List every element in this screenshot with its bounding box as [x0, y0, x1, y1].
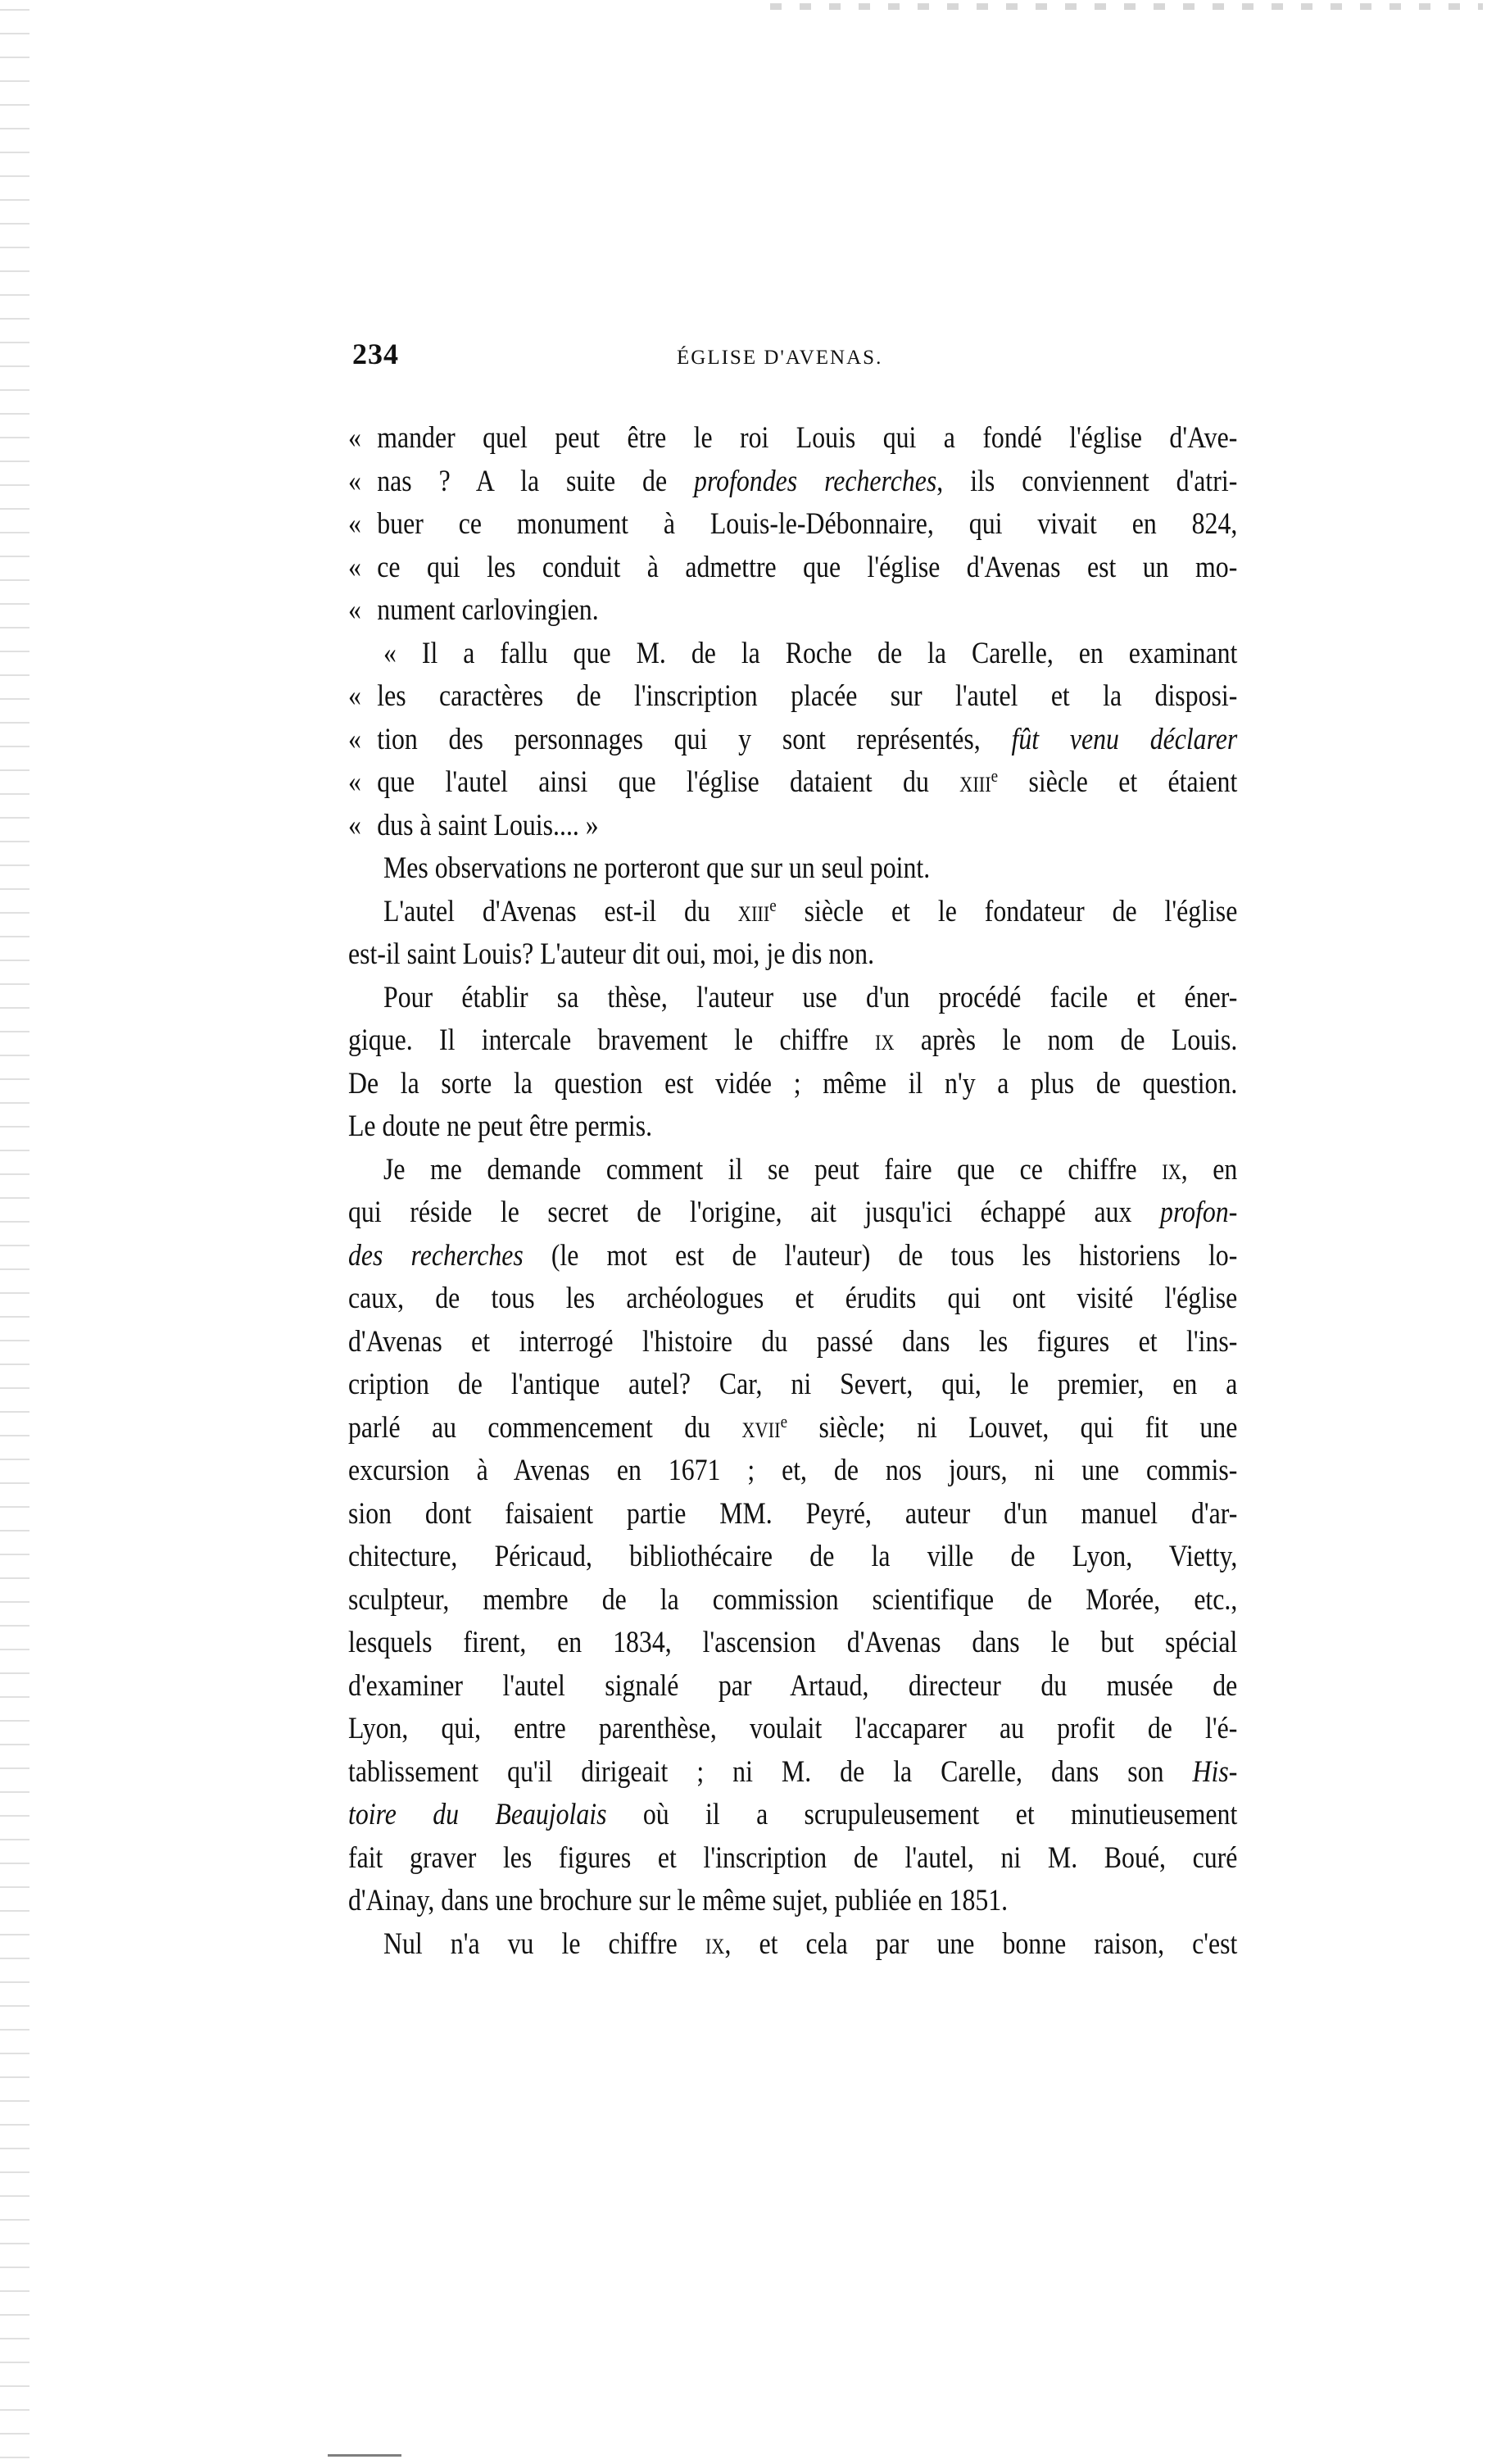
text-line — [348, 1622, 1237, 1665]
text-line — [348, 1751, 1237, 1795]
text-run: les caractères de l'inscription placée sur l'autel et la disposi- — [377, 679, 1238, 713]
quote-mark: « — [348, 550, 361, 584]
roman-numeral: ix — [1162, 1152, 1181, 1187]
roman-numeral: ix — [874, 1023, 895, 1057]
text-run: siècle et étaient — [998, 765, 1238, 799]
text-line — [348, 1923, 1237, 1967]
page-number: 234 — [352, 338, 399, 370]
text-line — [348, 1665, 1237, 1708]
italic-text: toire du Beaujolais — [348, 1798, 607, 1831]
text-line — [348, 847, 1237, 891]
text-run: d'Ainay, dans une brochure sur le même sujet, publiée en 1851. — [348, 1884, 1009, 1917]
text-line — [348, 1880, 1237, 1923]
text-line — [348, 1493, 1237, 1536]
text-run: « Il a fallu que M. de la Roche de la Carelle, en examinant — [383, 636, 1238, 670]
text-run: parlé au commencement du — [348, 1410, 742, 1445]
text-run: Je me demande comment il se peut faire que ce chiffre — [383, 1152, 1163, 1187]
quote-mark: « — [348, 808, 361, 842]
text-line — [348, 1708, 1237, 1751]
roman-numeral: xiii — [737, 894, 770, 928]
text-run: (le mot est de l'auteur) de tous les historiens lo- — [523, 1238, 1238, 1273]
superscript: e — [769, 894, 777, 915]
text-line — [348, 1579, 1237, 1622]
text-run: sculpteur, membre de la commission scientifique de Morée, etc., — [348, 1582, 1238, 1617]
italic-text: profon- — [1160, 1196, 1238, 1229]
text-line — [348, 1536, 1237, 1579]
book-page — [348, 332, 1237, 1966]
text-run: Pour établir sa thèse, l'auteur use d'un procédé facile et éner- — [383, 980, 1238, 1014]
text-run: caux, de tous les archéologues et érudits qui ont visité l'église — [348, 1282, 1238, 1315]
italic-text: His- — [1192, 1754, 1238, 1789]
quote-mark: « — [348, 679, 361, 713]
scan-noise-bottom-edge — [328, 2454, 401, 2457]
text-run: qui réside le secret de l'origine, ait jusqu'ici échappé aux — [348, 1196, 1161, 1229]
text-run: buer ce monument à Louis-le-Débonnaire, qui vivait en 824, — [377, 507, 1238, 541]
text-line — [348, 1450, 1237, 1493]
text-run: De la sorte la question est vidée ; même il n'y a plus de question. — [348, 1066, 1238, 1100]
text-line — [348, 1235, 1237, 1278]
text-run: excursion à Avenas en 1671 ; et, de nos jours, ni une commis- — [348, 1454, 1238, 1487]
text-run: fait graver les figures et l'inscription de l'autel, ni M. Boué, curé — [348, 1840, 1238, 1875]
text-line — [348, 1837, 1237, 1881]
text-line — [348, 1364, 1237, 1407]
text-run: dus à saint Louis.... » — [377, 808, 599, 842]
text-run: est-il saint Louis? L'auteur dit oui, moi, je dis non. — [348, 937, 875, 971]
text-line — [348, 589, 1237, 633]
text-run: cription de l'antique autel? Car, ni Severt, qui, le premier, en a — [348, 1368, 1238, 1401]
text-line — [348, 1191, 1237, 1235]
scan-noise-left-edge — [0, 0, 29, 2464]
text-run: tion des personnages qui y sont représentés, — [377, 722, 1012, 756]
body-text — [348, 417, 1237, 1966]
quote-mark: « — [348, 765, 361, 799]
text-run: nument carlovingien. — [377, 593, 599, 627]
text-run: d'Avenas et interrogé l'histoire du passé dans les figures et l'ins- — [348, 1324, 1238, 1359]
superscript: e — [780, 1410, 788, 1432]
text-run: que l'autel ainsi que l'église dataient du — [377, 765, 960, 799]
quote-mark: « — [348, 722, 361, 756]
text-line — [348, 977, 1237, 1020]
text-line — [348, 633, 1237, 676]
text-line — [348, 1277, 1237, 1321]
superscript: e — [991, 765, 999, 786]
text-line — [348, 761, 1237, 805]
text-line — [348, 891, 1237, 934]
quote-mark: « — [348, 507, 361, 541]
roman-numeral: ix — [705, 1926, 725, 1961]
text-line — [348, 1321, 1237, 1364]
text-line — [348, 417, 1237, 461]
text-run: gique. Il intercale bravement le chiffre — [348, 1023, 875, 1057]
text-run: où il a scrupuleusement et minutieusement — [606, 1798, 1238, 1831]
text-line — [348, 1149, 1237, 1192]
italic-text: profondes recherches — [694, 464, 937, 498]
text-line — [348, 503, 1237, 547]
text-line — [348, 1407, 1237, 1450]
text-line — [348, 719, 1237, 762]
text-run: , ils conviennent d'atri- — [936, 464, 1238, 498]
text-run: après le nom de Louis. — [894, 1023, 1238, 1057]
text-run: siècle; ni Louvet, qui fit une — [787, 1410, 1238, 1445]
text-run: Nul n'a vu le chiffre — [383, 1926, 705, 1961]
quote-mark: « — [348, 421, 361, 455]
quote-mark: « — [348, 593, 361, 627]
text-run: , en — [1181, 1152, 1238, 1187]
quote-mark: « — [348, 464, 361, 498]
text-line — [348, 675, 1237, 719]
text-line — [348, 1794, 1237, 1837]
running-head — [348, 332, 1237, 378]
scan-noise-top-edge — [770, 3, 1483, 10]
text-line — [348, 805, 1237, 848]
italic-text: fût venu déclarer — [1011, 722, 1238, 756]
text-line — [348, 461, 1237, 504]
text-run: Mes observations ne porteront que sur un seul point. — [383, 851, 931, 885]
roman-numeral: xiii — [959, 765, 991, 799]
text-run: siècle et le fondateur de l'église — [776, 894, 1238, 928]
text-run: Lyon, qui, entre parenthèse, voulait l'accaparer au profit de l'é- — [348, 1712, 1238, 1745]
text-run: tablissement qu'il dirigeait ; ni M. de la Carelle, dans son — [348, 1754, 1193, 1789]
text-line — [348, 1019, 1237, 1063]
text-line — [348, 1063, 1237, 1106]
text-run: Le doute ne peut être permis. — [348, 1109, 653, 1143]
text-run: , et cela par une bonne raison, c'est — [724, 1926, 1238, 1961]
text-line — [348, 933, 1237, 977]
running-head-title: ÉGLISE D'AVENAS. — [677, 347, 883, 369]
text-run: lesquels firent, en 1834, l'ascension d'Avenas dans le but spécial — [348, 1626, 1238, 1659]
text-run: mander quel peut être le roi Louis qui a fondé l'église d'Ave- — [377, 421, 1238, 455]
italic-text: des recherches — [348, 1238, 524, 1273]
text-run: ce qui les conduit à admettre que l'église d'Avenas est un mo- — [377, 550, 1238, 584]
text-line — [348, 1105, 1237, 1149]
text-line — [348, 547, 1237, 590]
text-run: sion dont faisaient partie MM. Peyré, auteur d'un manuel d'ar- — [348, 1496, 1238, 1531]
text-run: d'examiner l'autel signalé par Artaud, directeur du musée de — [348, 1668, 1238, 1703]
text-run: chitecture, Péricaud, bibliothécaire de la ville de Lyon, Vietty, — [348, 1540, 1238, 1573]
text-run: nas ? A la suite de — [377, 464, 695, 498]
roman-numeral: xvii — [741, 1410, 781, 1445]
text-run: L'autel d'Avenas est-il du — [383, 894, 738, 928]
